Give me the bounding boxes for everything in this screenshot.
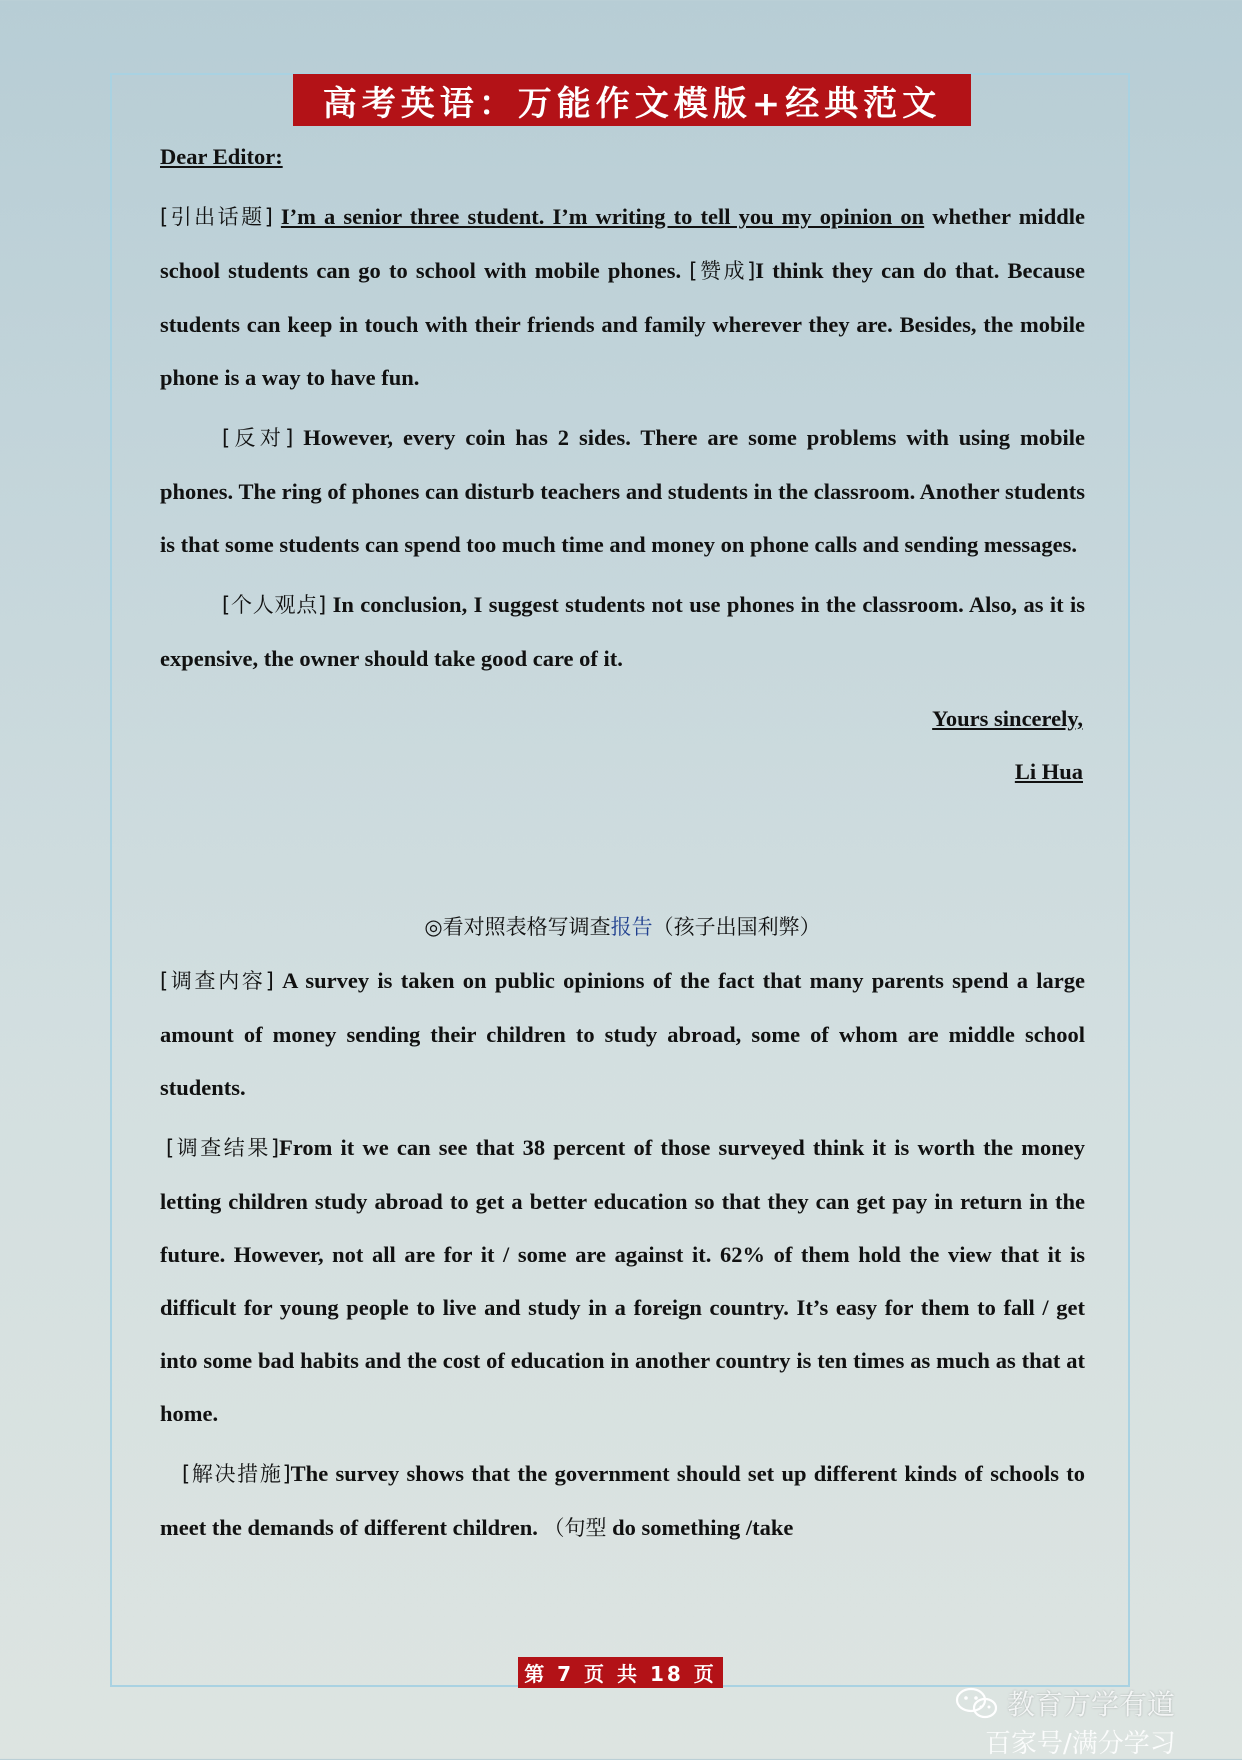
letter-signature: Li Hua <box>1014 759 1083 784</box>
report-section-title: ◎看对照表格写调查报告（孩子出国利弊） <box>424 915 821 939</box>
tag-survey-results: [调查结果] <box>166 1136 280 1160</box>
page-number: 第 7 页 共 18 页 <box>518 1657 723 1688</box>
document-body <box>160 130 1085 1555</box>
letter-paragraph-3: [个人观点] In conclusion, I suggest students not use phones in the classroom. Also, as it is expensive, the owner should take good care of it. <box>160 592 1085 671</box>
tag-solution: [解决措施] <box>182 1462 291 1486</box>
salutation-text: Dear Editor: <box>160 144 283 169</box>
report-paragraph-3: [解决措施]The survey shows that the government should set up different kinds of schools to meet the demands of different children. （句型 do something /take <box>160 1461 1085 1540</box>
letter-paragraph-1: [引出话题] I’m a senior three student. I’m writing to tell you my opinion on whether middle school students can go to school with mobile phones. [赞成]I think they can do that. Because students can keep in touch with their friends and family wherever they are. Besides, the mobile phone is a way to have fun. <box>160 204 1085 390</box>
report-paragraph-2: [调查结果]From it we can see that 38 percent of those surveyed think it is worth the money letting children study abroad to get a better education so that they can get pay in return in the future. However, not all are for it / some are against it. 62% of them hold the view that it is difficult for young people to live and study in a foreign country. It’s easy for them to fall / get into some bad habits and the cost of education in another country is ten times as much as that at home. <box>160 1135 1085 1426</box>
watermark-account: 教育方学有道 <box>955 1683 1175 1723</box>
tag-introduce-topic: [引出话题] <box>160 205 273 229</box>
watermark <box>955 1683 1225 1759</box>
tag-survey-content: [调查内容] <box>160 969 274 993</box>
tag-oppose: [反对] <box>222 426 294 450</box>
section-spacer <box>160 798 1085 901</box>
report-paragraph-1: [调查内容] A survey is taken on public opinions of the fact that many parents spend a large amount of money sending their children to study abroad, some of whom are middle school students. <box>160 968 1085 1100</box>
watermark-source: 百家号/满分学习 <box>985 1729 1176 1759</box>
letter-salutation <box>160 130 1085 183</box>
letter-closing: Yours sincerely, <box>932 706 1083 731</box>
wechat-icon <box>955 1686 999 1720</box>
tag-personal-opinion: [个人观点] <box>222 593 327 617</box>
page-title: 高考英语：万能作文模版+经典范文 <box>293 74 971 126</box>
report-link[interactable]: 报告 <box>610 915 653 939</box>
tag-agree: [赞成] <box>689 259 756 283</box>
underlined-sentence: I’m a senior three student. I’m writing to tell you my opinion on <box>280 204 925 229</box>
letter-paragraph-2: [反对] However, every coin has 2 sides. There are some problems with using mobile phones. The ring of phones can disturb teachers and students in the classroom. Another students is that some students can spend too much time and money on phone calls and sending messages. <box>160 425 1085 557</box>
